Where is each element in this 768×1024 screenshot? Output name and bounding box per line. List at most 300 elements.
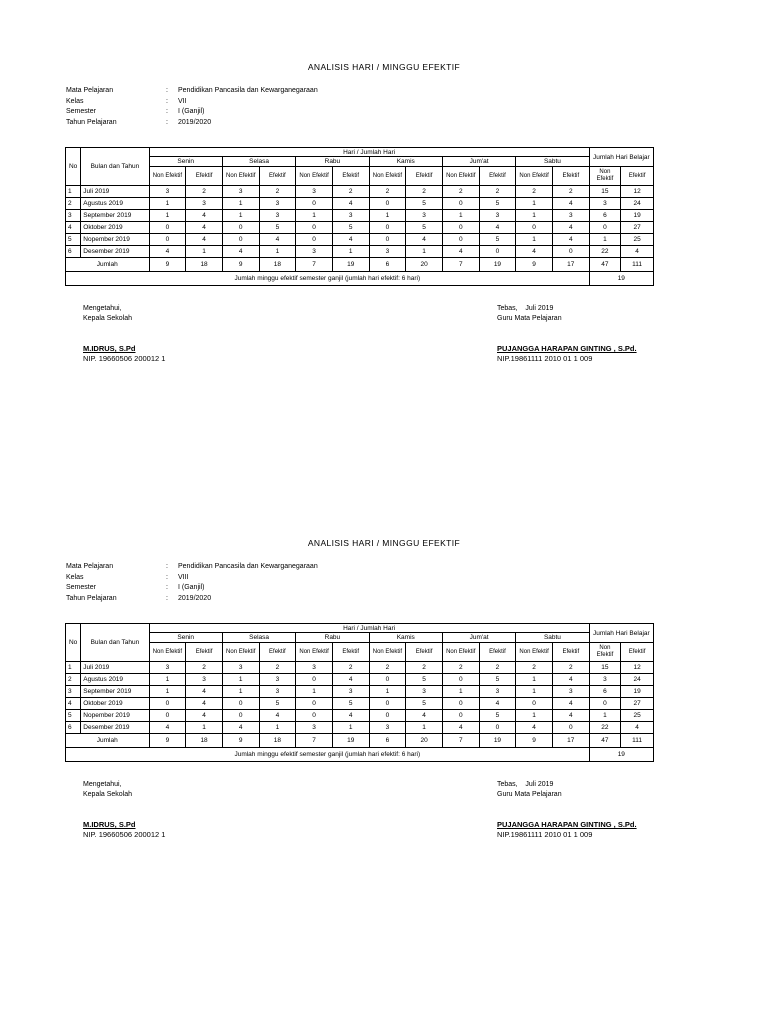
table-cell: 4 — [442, 722, 479, 734]
table-cell: 0 — [516, 698, 553, 710]
meta-label: Kelas — [66, 573, 84, 581]
header-day: Senin — [149, 157, 222, 167]
table-cell: 0 — [149, 710, 186, 722]
table-cell: 4 — [621, 246, 654, 258]
subheader-effective: Efektif — [479, 643, 516, 662]
table-cell: 1 — [516, 686, 553, 698]
row-month: Nopember 2019 — [81, 234, 149, 246]
table-cell: 1 — [589, 234, 621, 246]
table-cell: 4 — [332, 674, 369, 686]
table-cell: 0 — [479, 246, 516, 258]
table-cell: 0 — [149, 234, 186, 246]
table-cell: 1 — [369, 686, 406, 698]
header-no: No — [66, 624, 81, 662]
meta-label: Tahun Pelajaran — [66, 594, 117, 602]
row-no: 4 — [66, 222, 81, 234]
table-cell: 19 — [621, 210, 654, 222]
document-meta — [66, 86, 318, 128]
table-cell: 1 — [186, 246, 223, 258]
table-cell: 3 — [479, 210, 516, 222]
document-title: ANALISIS HARI / MINGGU EFEKTIF — [307, 62, 461, 72]
table-cell: 2 — [479, 186, 516, 198]
table-cell: 2 — [259, 662, 296, 674]
table-cell: 0 — [296, 674, 333, 686]
table-cell: 1 — [222, 674, 259, 686]
table-cell: 2 — [552, 662, 589, 674]
meta-label: Mata Pelajaran — [66, 563, 114, 570]
table-cell: 3 — [259, 686, 296, 698]
table-cell: 1 — [259, 246, 296, 258]
table-cell: 19 — [621, 686, 654, 698]
table-cell: 3 — [369, 246, 406, 258]
table-cell: 2 — [552, 186, 589, 198]
table-cell: 22 — [589, 722, 621, 734]
row-month: Juli 2019 — [81, 186, 149, 198]
total-cell: 111 — [621, 734, 654, 748]
meta-colon: : — [166, 118, 168, 126]
table-cell: 3 — [186, 198, 223, 210]
table-cell: 2 — [259, 186, 296, 198]
table-row — [66, 674, 654, 686]
table-cell: 4 — [332, 710, 369, 722]
subheader-effective: Efektif — [552, 167, 589, 186]
table-cell: 1 — [332, 722, 369, 734]
table-cell: 5 — [406, 198, 443, 210]
table-cell: 5 — [406, 222, 443, 234]
total-cell: 19 — [479, 734, 516, 748]
subheader-effective: Efektif — [406, 643, 443, 662]
table-cell: 3 — [186, 674, 223, 686]
table-cell: 1 — [222, 210, 259, 222]
table-cell: 5 — [479, 198, 516, 210]
subheader-non-effective: Non Efektif — [442, 167, 479, 186]
principal-nip: NIP. 19660506 200012 1 — [83, 830, 166, 839]
table-cell: 0 — [589, 698, 621, 710]
total-cell: 18 — [186, 258, 223, 272]
table-cell: 3 — [589, 674, 621, 686]
table-row — [66, 186, 654, 198]
table-cell: 3 — [552, 210, 589, 222]
row-no: 6 — [66, 246, 81, 258]
table-cell: 1 — [222, 686, 259, 698]
header-day: Sabtu — [516, 157, 589, 167]
row-month: Agustus 2019 — [81, 198, 149, 210]
total-cell: 19 — [332, 734, 369, 748]
meta-colon: : — [166, 584, 168, 591]
row-no: 6 — [66, 722, 81, 734]
meta-row-year — [66, 118, 318, 129]
row-month: Desember 2019 — [81, 722, 149, 734]
total-cell: 9 — [516, 734, 553, 748]
table-cell: 5 — [406, 674, 443, 686]
table-cell: 0 — [369, 674, 406, 686]
table-cell: 0 — [369, 222, 406, 234]
subheader-effective: Efektif — [332, 643, 369, 662]
table-cell: 1 — [406, 246, 443, 258]
row-month: Juli 2019 — [81, 662, 149, 674]
table-cell: 0 — [442, 698, 479, 710]
table-cell: 3 — [149, 186, 186, 198]
table-row — [66, 662, 654, 674]
total-cell: 7 — [442, 734, 479, 748]
table-cell: 0 — [222, 698, 259, 710]
total-cell: 6 — [369, 258, 406, 272]
subheader-non-effective: Non Efektif — [149, 643, 186, 662]
table-cell: 1 — [406, 722, 443, 734]
table-cell: 4 — [186, 686, 223, 698]
table-cell: 5 — [479, 234, 516, 246]
table-cell: 0 — [296, 198, 333, 210]
header-day: Rabu — [296, 633, 369, 643]
table-cell: 4 — [552, 698, 589, 710]
table-cell: 2 — [406, 186, 443, 198]
table-cell: 3 — [479, 686, 516, 698]
subheader-effective: Efektif — [621, 167, 654, 186]
table-cell: 2 — [369, 662, 406, 674]
table-cell: 0 — [296, 222, 333, 234]
signature-left-name-block — [83, 344, 165, 364]
subheader-non-effective: Non Efektif — [222, 643, 259, 662]
table-cell: 4 — [406, 710, 443, 722]
table-cell: 3 — [406, 686, 443, 698]
total-cell: 9 — [149, 258, 186, 272]
table-cell: 4 — [186, 210, 223, 222]
row-month: Oktober 2019 — [81, 698, 149, 710]
sig-left-line1: Mengetahui, — [83, 781, 122, 788]
table-cell: 3 — [259, 198, 296, 210]
table-cell: 4 — [479, 698, 516, 710]
table-cell: 4 — [222, 246, 259, 258]
table-row — [66, 198, 654, 210]
total-cell: 9 — [149, 734, 186, 748]
meta-label: Mata Pelajaran — [66, 87, 114, 94]
table-cell: 1 — [149, 198, 186, 210]
summary-row — [66, 748, 654, 762]
table-cell: 4 — [186, 698, 223, 710]
table-cell: 3 — [149, 662, 186, 674]
table-cell: 4 — [516, 722, 553, 734]
table-cell: 6 — [589, 210, 621, 222]
header-day: Rabu — [296, 157, 369, 167]
meta-row-semester — [66, 583, 318, 594]
header-month: Bulan dan Tahun — [81, 624, 149, 662]
table-cell: 1 — [222, 198, 259, 210]
table-cell: 2 — [332, 186, 369, 198]
table-cell: 0 — [442, 710, 479, 722]
table-cell: 22 — [589, 246, 621, 258]
day-header-row — [66, 157, 654, 167]
meta-row-semester — [66, 107, 318, 118]
table-cell: 0 — [479, 722, 516, 734]
table-cell: 0 — [369, 234, 406, 246]
table-cell: 2 — [479, 662, 516, 674]
meta-value: 2019/2020 — [178, 594, 212, 602]
row-no: 5 — [66, 234, 81, 246]
meta-colon: : — [166, 573, 168, 581]
row-no: 1 — [66, 662, 81, 674]
table-cell: 3 — [589, 198, 621, 210]
total-cell: 7 — [442, 258, 479, 272]
summary-value: 19 — [589, 748, 653, 762]
table-row — [66, 234, 654, 246]
meta-value: 2019/2020 — [178, 118, 212, 126]
table-cell: 0 — [222, 222, 259, 234]
total-cell: 9 — [516, 258, 553, 272]
document — [0, 62, 768, 532]
table-cell: 0 — [589, 222, 621, 234]
sig-left-line2: Kepala Sekolah — [83, 791, 133, 798]
document — [0, 538, 768, 1008]
table-cell: 4 — [186, 222, 223, 234]
subheader-effective: Efektif — [552, 643, 589, 662]
table-cell: 4 — [186, 710, 223, 722]
total-label: Jumlah — [66, 734, 150, 748]
table-cell: 2 — [516, 186, 553, 198]
meta-value: I (Ganjil) — [178, 108, 205, 115]
row-no: 3 — [66, 210, 81, 222]
table-cell: 1 — [369, 210, 406, 222]
teacher-name: PUJANGGA HARAPAN GINTING , S.Pd. — [497, 820, 637, 829]
table-cell: 4 — [479, 222, 516, 234]
table-cell: 1 — [516, 234, 553, 246]
subheader-non-effective: Non Efektif — [222, 167, 259, 186]
table-cell: 3 — [222, 662, 259, 674]
sig-left-line2: Kepala Sekolah — [83, 315, 133, 322]
signature-left-name-block — [83, 820, 165, 840]
signature-right-block — [497, 304, 562, 324]
day-header-row — [66, 633, 654, 643]
sig-right-line1: Tebas, Juli 2019 — [497, 781, 554, 788]
row-no: 5 — [66, 710, 81, 722]
table-row — [66, 710, 654, 722]
table-cell: 3 — [552, 686, 589, 698]
table-cell: 1 — [186, 722, 223, 734]
subheader-effective: Efektif — [186, 167, 223, 186]
teacher-nip: NIP.19861111 2010 01 1 009 — [497, 830, 593, 839]
table-cell: 3 — [296, 186, 333, 198]
total-cell: 9 — [222, 734, 259, 748]
subheader-effective: Efektif — [406, 167, 443, 186]
meta-label: Semester — [66, 584, 96, 591]
table-cell: 27 — [621, 222, 654, 234]
table-cell: 5 — [406, 698, 443, 710]
table-cell: 2 — [516, 662, 553, 674]
table-row — [66, 210, 654, 222]
table-cell: 0 — [442, 234, 479, 246]
total-cell: 7 — [296, 258, 333, 272]
header-day: Jum'at — [442, 633, 515, 643]
table-cell: 0 — [369, 198, 406, 210]
total-label: Jumlah — [66, 258, 150, 272]
table-cell: 2 — [442, 662, 479, 674]
table-cell: 4 — [259, 710, 296, 722]
subheader-non-effective: Non Efektif — [369, 167, 406, 186]
summary-label: Jumlah minggu efektif semester ganjil (jumlah hari efektif: 6 hari) — [66, 748, 590, 762]
table-cell: 4 — [149, 246, 186, 258]
table-cell: 1 — [516, 198, 553, 210]
total-cell: 19 — [332, 258, 369, 272]
subheader-effective: Efektif — [479, 167, 516, 186]
total-cell: 6 — [369, 734, 406, 748]
table-cell: 1 — [149, 686, 186, 698]
effective-days-table — [65, 623, 654, 762]
total-cell: 47 — [589, 258, 621, 272]
table-cell: 25 — [621, 234, 654, 246]
table-cell: 24 — [621, 674, 654, 686]
table-cell: 3 — [406, 210, 443, 222]
table-cell: 0 — [222, 710, 259, 722]
table-cell: 1 — [296, 210, 333, 222]
table-cell: 27 — [621, 698, 654, 710]
table-cell: 4 — [259, 234, 296, 246]
table-cell: 1 — [296, 686, 333, 698]
table-cell: 0 — [222, 234, 259, 246]
table-row — [66, 222, 654, 234]
meta-label: Kelas — [66, 97, 84, 105]
table-cell: 4 — [621, 722, 654, 734]
row-month: Oktober 2019 — [81, 222, 149, 234]
table-cell: 1 — [442, 210, 479, 222]
table-cell: 5 — [332, 222, 369, 234]
subheader-effective: Efektif — [332, 167, 369, 186]
table-cell: 3 — [332, 686, 369, 698]
table-cell: 1 — [259, 722, 296, 734]
subheader-non-effective: Non Efektif — [589, 643, 621, 662]
row-month: September 2019 — [81, 686, 149, 698]
signature-right-name-block — [497, 344, 637, 364]
table-cell: 4 — [186, 234, 223, 246]
table-cell: 0 — [369, 710, 406, 722]
table-cell: 0 — [296, 710, 333, 722]
table-cell: 1 — [589, 710, 621, 722]
principal-name: M.IDRUS, S.Pd — [83, 820, 136, 829]
table-cell: 2 — [369, 186, 406, 198]
total-cell: 17 — [552, 258, 589, 272]
header-day-group: Hari / Jumlah Hari — [149, 624, 589, 633]
table-cell: 2 — [332, 662, 369, 674]
row-month: Agustus 2019 — [81, 674, 149, 686]
summary-label: Jumlah minggu efektif semester ganjil (jumlah hari efektif: 6 hari) — [66, 272, 590, 286]
sig-right-line2: Guru Mata Pelajaran — [497, 791, 562, 798]
table-cell: 3 — [259, 210, 296, 222]
table-cell: 5 — [259, 698, 296, 710]
subheader-non-effective: Non Efektif — [296, 167, 333, 186]
table-cell: 4 — [222, 722, 259, 734]
total-cell: 7 — [296, 734, 333, 748]
total-cell: 20 — [406, 734, 443, 748]
subheader-non-effective: Non Efektif — [149, 167, 186, 186]
table-cell: 1 — [332, 246, 369, 258]
table-cell: 3 — [259, 674, 296, 686]
row-no: 3 — [66, 686, 81, 698]
table-cell: 4 — [552, 674, 589, 686]
subheader-effective: Efektif — [259, 167, 296, 186]
table-cell: 4 — [406, 234, 443, 246]
table-cell: 15 — [589, 662, 621, 674]
meta-colon: : — [166, 97, 168, 105]
meta-value: VII — [178, 97, 187, 105]
table-cell: 4 — [332, 198, 369, 210]
table-cell: 0 — [296, 234, 333, 246]
row-month: Desember 2019 — [81, 246, 149, 258]
table-cell: 3 — [332, 210, 369, 222]
meta-colon: : — [166, 108, 168, 115]
total-cell: 18 — [186, 734, 223, 748]
table-cell: 25 — [621, 710, 654, 722]
meta-colon: : — [166, 563, 168, 570]
header-no: No — [66, 148, 81, 186]
table-cell: 5 — [259, 222, 296, 234]
meta-colon: : — [166, 594, 168, 602]
table-cell: 2 — [186, 186, 223, 198]
subheader-non-effective: Non Efektif — [442, 643, 479, 662]
summary-value: 19 — [589, 272, 653, 286]
table-row — [66, 722, 654, 734]
table-cell: 0 — [516, 222, 553, 234]
table-cell: 4 — [516, 246, 553, 258]
table-cell: 3 — [222, 186, 259, 198]
header-day: Jum'at — [442, 157, 515, 167]
signature-right-block — [497, 780, 562, 800]
table-cell: 3 — [296, 246, 333, 258]
table-cell: 0 — [442, 674, 479, 686]
subheader-effective: Efektif — [186, 643, 223, 662]
table-cell: 1 — [442, 686, 479, 698]
meta-value: Pendidikan Pancasila dan Kewarganegaraan — [178, 87, 318, 94]
table-cell: 2 — [406, 662, 443, 674]
principal-name: M.IDRUS, S.Pd — [83, 344, 136, 353]
header-total-days: Jumlah Hari Belajar — [589, 148, 653, 167]
meta-label: Semester — [66, 108, 96, 115]
table-cell: 3 — [369, 722, 406, 734]
subheader-effective: Efektif — [621, 643, 654, 662]
table-cell: 4 — [149, 722, 186, 734]
effective-days-table — [65, 147, 654, 286]
teacher-nip: NIP.19861111 2010 01 1 009 — [497, 354, 593, 363]
subheader-row — [66, 643, 654, 662]
total-cell: 17 — [552, 734, 589, 748]
document-title: ANALISIS HARI / MINGGU EFEKTIF — [307, 538, 461, 548]
table-cell: 0 — [296, 698, 333, 710]
meta-row-class — [66, 573, 318, 584]
table-row — [66, 686, 654, 698]
table-cell: 2 — [442, 186, 479, 198]
signature-right-name-block — [497, 820, 637, 840]
meta-row-subject — [66, 562, 318, 573]
subheader-non-effective: Non Efektif — [296, 643, 333, 662]
table-row — [66, 246, 654, 258]
header-day: Kamis — [369, 633, 442, 643]
total-row — [66, 734, 654, 748]
table-cell: 12 — [621, 186, 654, 198]
table-cell: 0 — [149, 698, 186, 710]
table-cell: 4 — [332, 234, 369, 246]
row-no: 2 — [66, 198, 81, 210]
row-no: 2 — [66, 674, 81, 686]
header-day: Kamis — [369, 157, 442, 167]
principal-nip: NIP. 19660506 200012 1 — [83, 354, 166, 363]
total-cell: 19 — [479, 258, 516, 272]
meta-label: Tahun Pelajaran — [66, 118, 117, 126]
sig-right-line1: Tebas, Juli 2019 — [497, 305, 554, 312]
signature-left-block — [83, 780, 132, 800]
table-cell: 3 — [296, 722, 333, 734]
table-cell: 0 — [442, 222, 479, 234]
table-cell: 6 — [589, 686, 621, 698]
header-day: Selasa — [222, 633, 295, 643]
meta-value: VIII — [178, 573, 189, 581]
table-cell: 2 — [186, 662, 223, 674]
